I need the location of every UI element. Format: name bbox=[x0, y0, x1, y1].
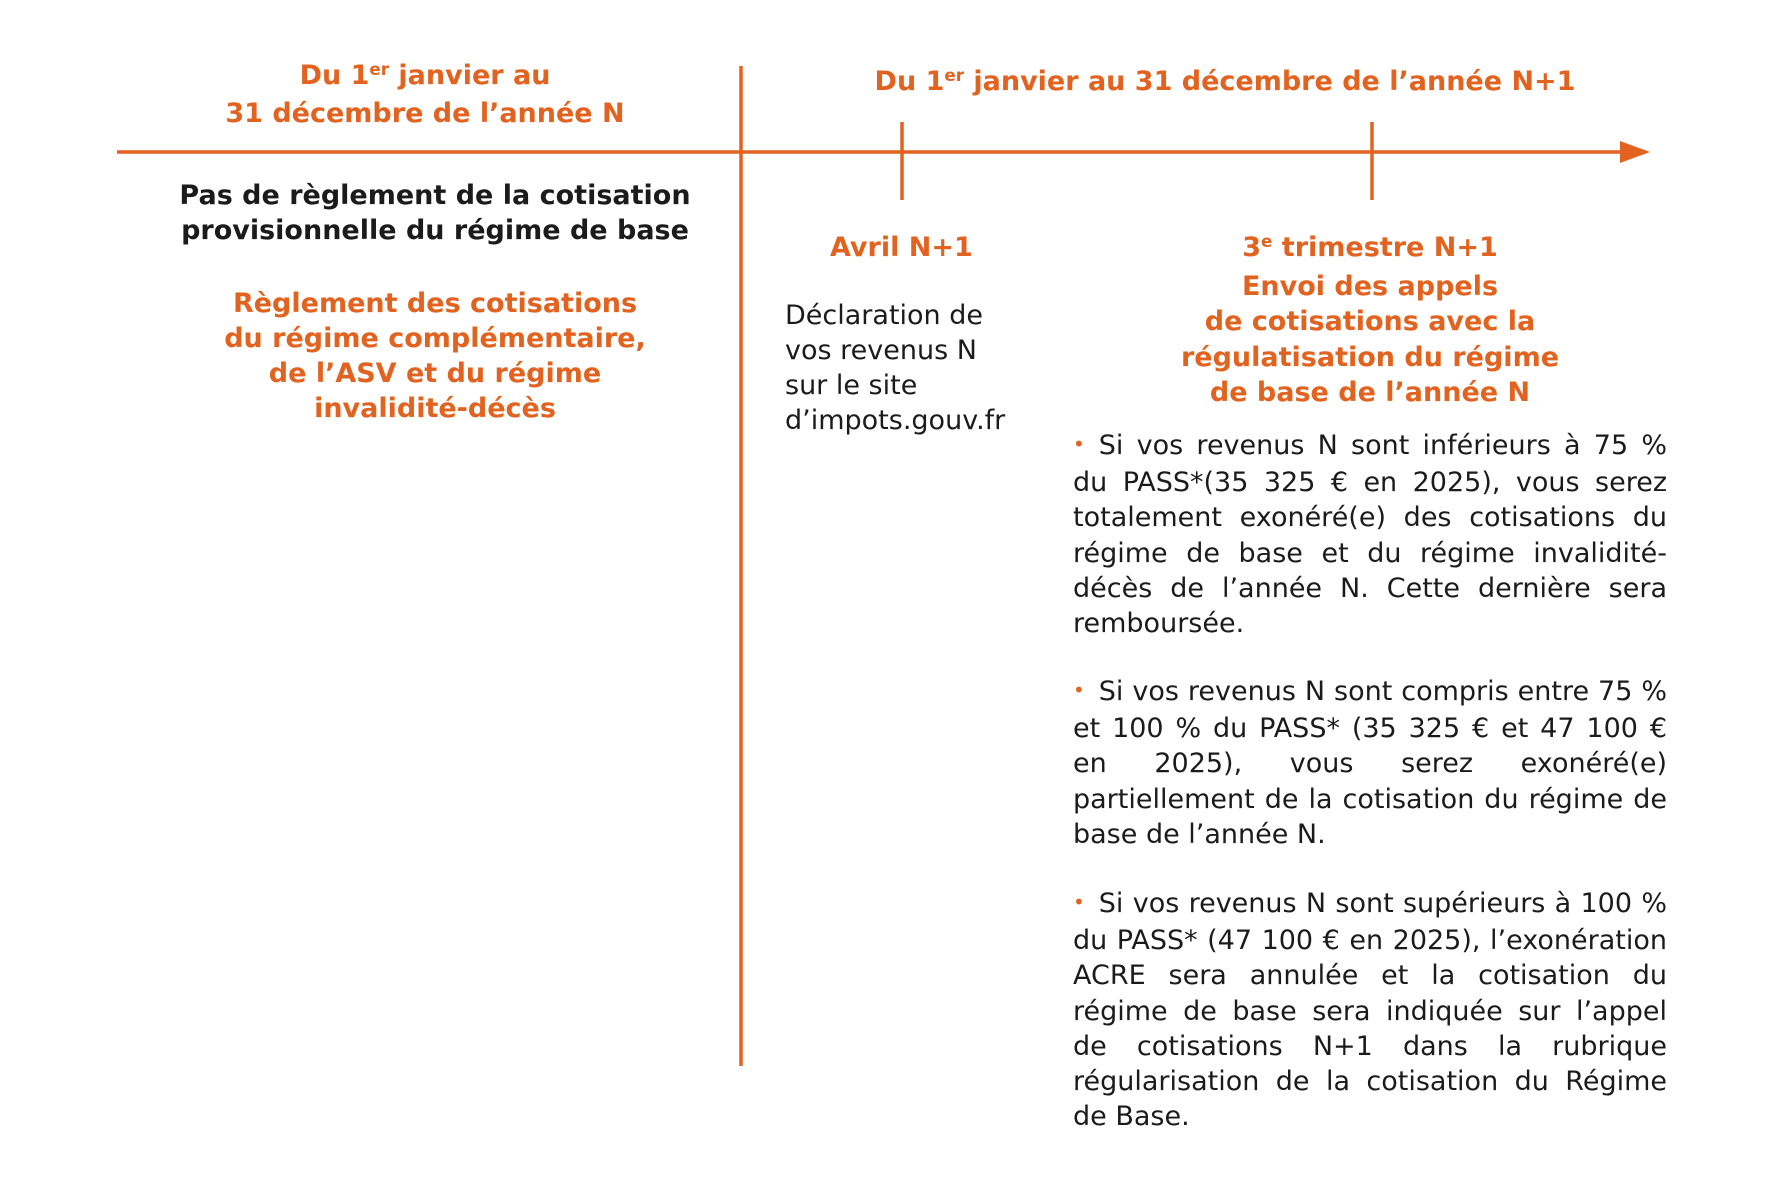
bullet-dot-icon: • bbox=[1073, 678, 1085, 702]
period-year-n-line1: Du 1er janvier au bbox=[299, 58, 551, 91]
bullet-item-above-100: • Si vos revenus N sont supérieurs à 100 % du PASS* (47 100 € en 2025), l’exonération ACRE sera annulée et la cotisation du régime de base sera indiquée sur l’appel de cotisations N+1 dans la rubrique régularisation de la cotisation du Régime de Base. bbox=[1073, 888, 1667, 1133]
q3-title: 3e trimestre N+1 Envoi des appels de cotisations avec la régulatisation du régime de base de l’année N bbox=[1120, 230, 1620, 411]
bullet-dot-icon: • bbox=[1073, 432, 1085, 456]
period-year-n bbox=[190, 58, 660, 131]
q3-title-line: 3e trimestre N+1 bbox=[1242, 230, 1498, 263]
bullet-dot-icon: • bbox=[1073, 890, 1085, 914]
period-year-n-line2: 31 décembre de l’année N bbox=[225, 98, 625, 129]
april-title: Avril N+1 bbox=[830, 232, 973, 263]
timeline-arrow-icon bbox=[1620, 141, 1650, 163]
bullet-item-between-75-100: • Si vos revenus N sont compris entre 75 % et 100 % du PASS* (35 325 € et 47 100 € en 2025), vous serez exonéré(e) partiellement de la cotisation du régime de base de l’année N. bbox=[1073, 676, 1667, 850]
period-year-n1-label: Du 1er janvier au 31 décembre de l’année N+1 bbox=[874, 64, 1576, 97]
contributions-payment-note: Règlement des cotisations du régime complémentaire, de l’ASV et du régime invalidité-décès bbox=[224, 288, 646, 424]
income-declaration-text: Déclaration de vos revenus N sur le site d’impots.gouv.fr bbox=[785, 300, 1006, 436]
bullet-item-below-75: • Si vos revenus N sont inférieurs à 75 % du PASS*(35 325 € en 2025), vous serez totalement exonéré(e) des cotisations du régime de base et du régime invalidité-décès de l’année N. Cette dernière sera remboursée. bbox=[1073, 430, 1667, 640]
period-year-n1 bbox=[830, 64, 1620, 102]
no-base-payment-note: Pas de règlement de la cotisation provisionnelle du régime de base bbox=[179, 180, 691, 246]
